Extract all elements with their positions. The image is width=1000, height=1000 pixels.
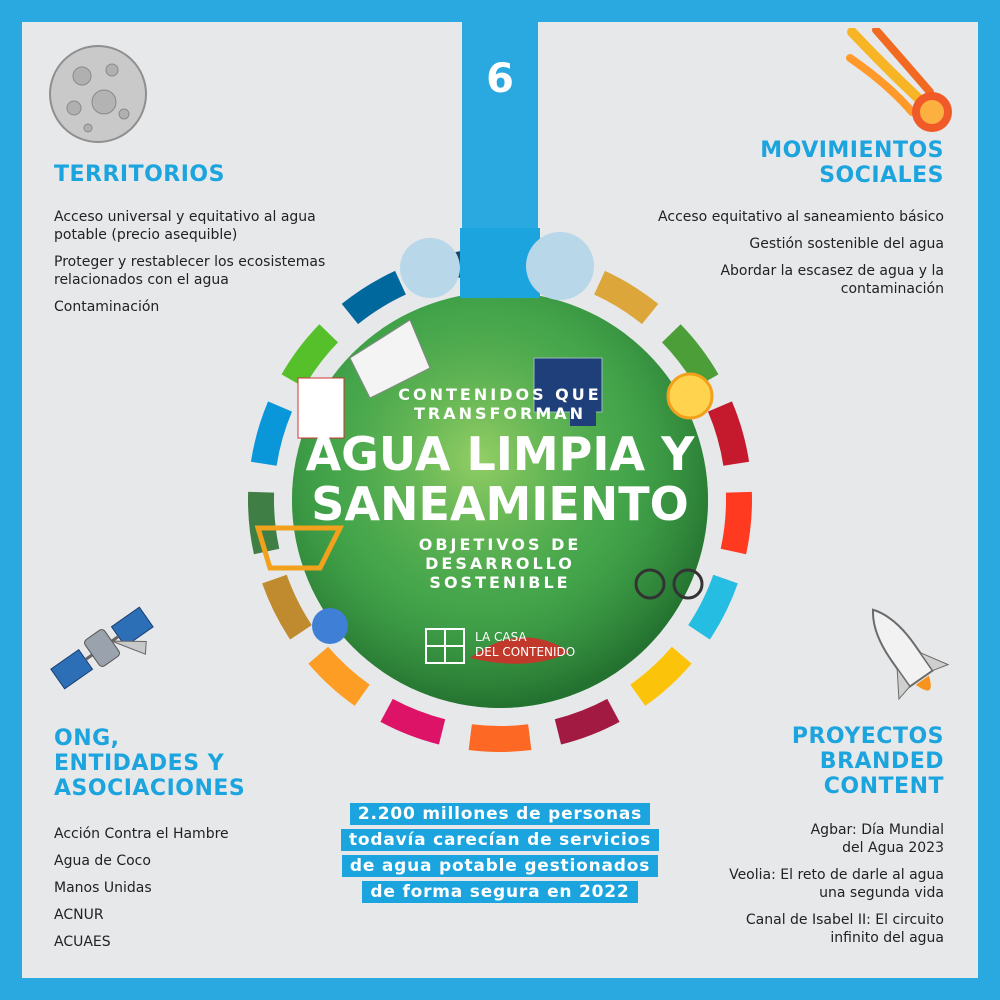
ong-heading-line3: ASOCIACIONES xyxy=(54,776,246,801)
proyectos-heading-line1: PROYECTOS xyxy=(791,724,944,749)
territorios-heading: TERRITORIOS xyxy=(54,162,225,187)
movimientos-heading-line1: MOVIMIENTOS xyxy=(760,138,944,163)
sdg-ring-segment xyxy=(555,699,620,745)
satellite-icon xyxy=(42,592,162,704)
list-item: Proteger y restablecer los ecosistemas relacionados con el agua xyxy=(54,254,326,288)
sub-line2: DESARROLLO xyxy=(425,554,575,573)
sdg-ring-segment xyxy=(469,724,532,752)
list-item: ACUAES xyxy=(54,934,111,950)
list-item: Gestión sostenible del agua xyxy=(749,236,944,252)
list-item: Contaminación xyxy=(54,299,160,315)
ong-heading xyxy=(54,726,245,801)
proyectos-heading-line2: BRANDED xyxy=(819,749,944,774)
goal-number: 6 xyxy=(486,56,514,102)
comet-icon xyxy=(846,28,964,136)
list-item: Canal de Isabel II: El circuito infinito del agua xyxy=(745,912,944,946)
list-item: Acción Contra el Hambre xyxy=(54,826,229,842)
stat-line1: 2.200 millones de personas xyxy=(350,803,650,825)
kicker-line1: CONTENIDOS QUE xyxy=(398,385,602,404)
sdg-ring-segment xyxy=(342,271,406,324)
proyectos-list xyxy=(704,821,944,956)
rocket-icon xyxy=(852,596,956,712)
movimientos-heading-line2: SOCIALES xyxy=(819,163,944,188)
center-title-block xyxy=(230,385,770,592)
logo-mark-icon xyxy=(425,628,465,664)
sub-line1: OBJETIVOS DE xyxy=(418,535,582,554)
ong-list xyxy=(54,825,304,960)
list-item: Abordar la escasez de agua y la contaminación xyxy=(720,263,944,297)
statistic-callout xyxy=(320,803,680,907)
title-line2: SANEAMIENTO xyxy=(311,477,689,531)
ong-heading-line2: ENTIDADES Y xyxy=(54,751,225,776)
proyectos-heading-line3: CONTENT xyxy=(823,774,944,799)
logo-line1: LA CASA xyxy=(475,630,527,644)
list-item: Manos Unidas xyxy=(54,880,152,896)
list-item: ACNUR xyxy=(54,907,104,923)
list-item: Acceso universal y equitativo al agua potable (precio asequible) xyxy=(54,209,316,243)
sdg-ring-segment xyxy=(380,699,445,745)
list-item: Agbar: Día Mundial del Agua 2023 xyxy=(810,822,944,856)
la-casa-del-contenido-logo xyxy=(425,628,595,664)
proyectos-heading xyxy=(700,724,944,799)
stat-line2: todavía carecían de servicios xyxy=(341,829,659,851)
stat-line3: de agua potable gestionados xyxy=(342,855,658,877)
sdg-ring-segment xyxy=(594,271,658,324)
logo-line2: DEL CONTENIDO xyxy=(475,645,576,659)
title-line1: AGUA LIMPIA Y xyxy=(305,427,695,481)
list-item: Veolia: El reto de darle al agua una segunda vida xyxy=(729,867,944,901)
stat-line4: de forma segura en 2022 xyxy=(362,881,637,903)
sdg-ring-segment xyxy=(308,647,369,706)
moon-icon xyxy=(44,40,152,148)
sub-line3: SOSTENIBLE xyxy=(429,573,571,592)
list-item: Agua de Coco xyxy=(54,853,151,869)
sdg-ring-segment xyxy=(630,647,691,706)
ong-heading-line1: ONG, xyxy=(54,726,120,751)
list-item: Acceso equitativo al saneamiento básico xyxy=(658,209,944,225)
kicker-line2: TRANSFORMAN xyxy=(413,404,587,423)
movimientos-heading xyxy=(700,138,944,188)
